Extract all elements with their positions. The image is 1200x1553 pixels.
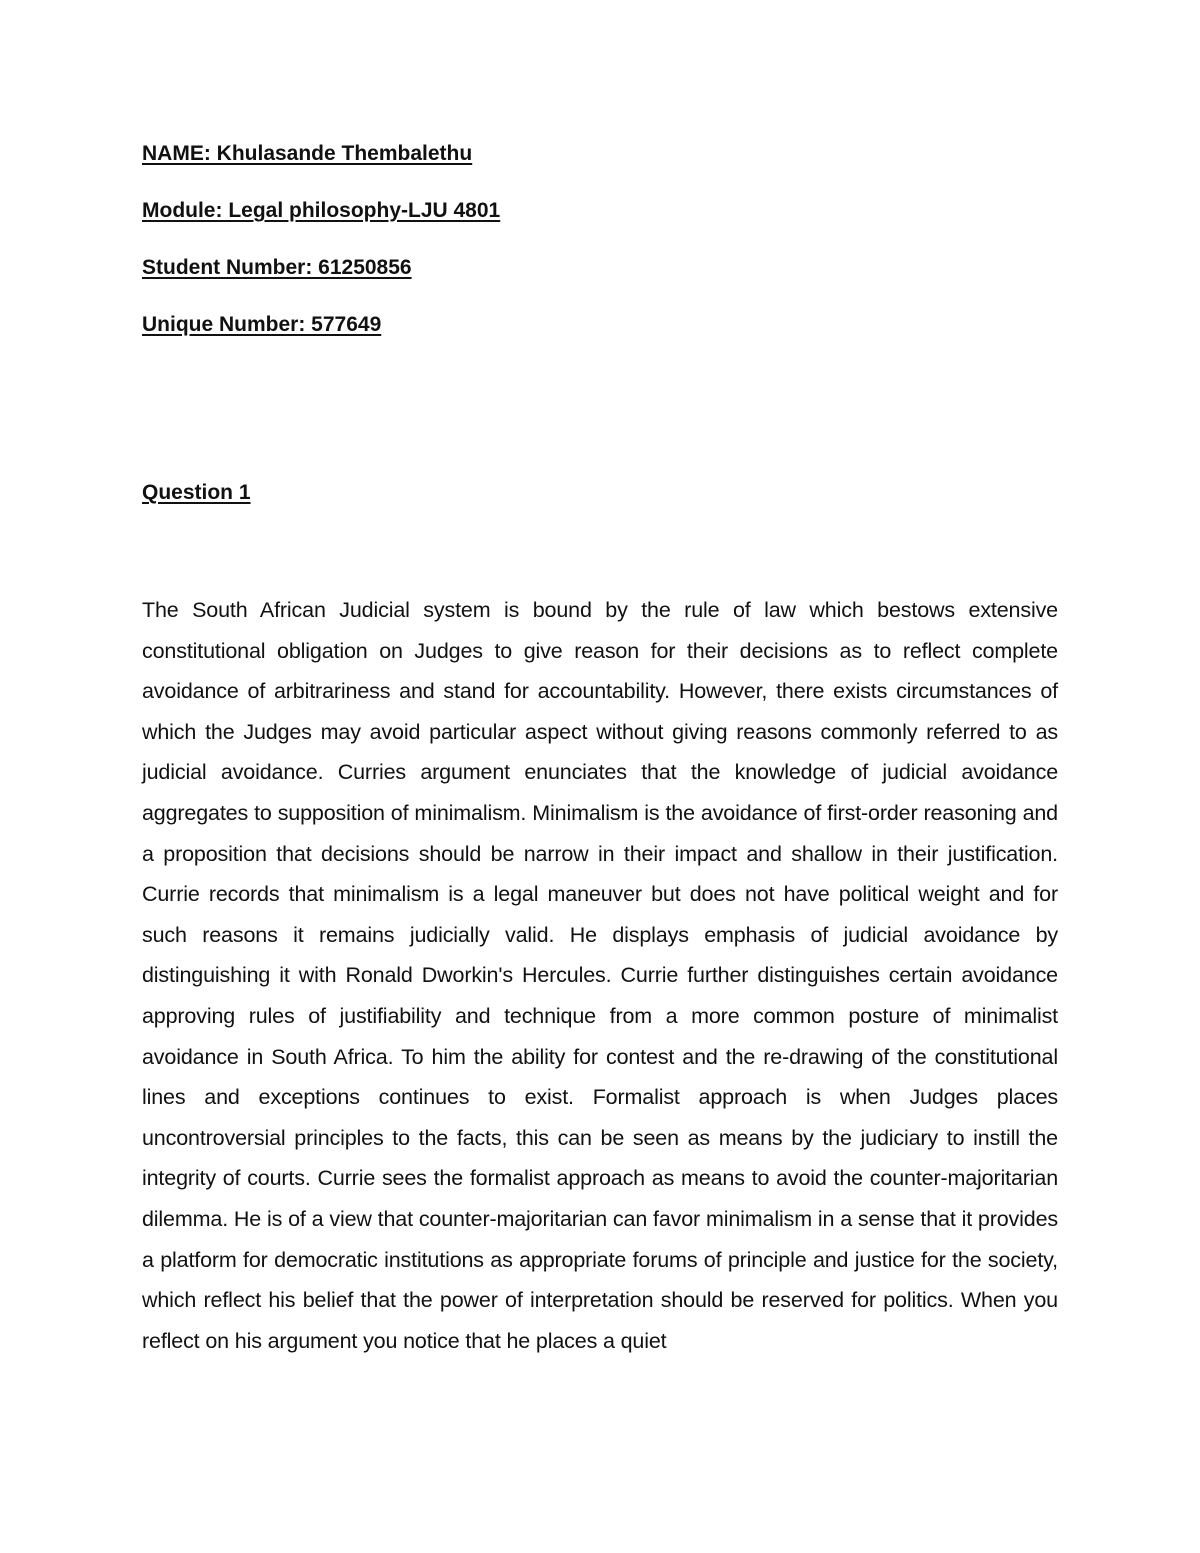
unique-number: Unique Number: 577649 [142, 313, 382, 336]
question-body-paragraph: The South African Judicial system is bound by the rule of law which bestows extensive constitutional obligation on Judges to give reason for their decisions as to reflect complete avoidance of arbitrariness and stand for accountability. However, there exists circumstances of which the Judges may avoid particular aspect without giving reasons commonly referred to as judicial avoidance. Curries argument enunciates that the knowledge of judicial avoidance aggregates to supposition of minimalism. Minimalism is the avoidance of first-order reasoning and a proposition that decisions should be narrow in their impact and shallow in their justification. Currie records that minimalism is a legal maneuver but does not have political weight and for such reasons it remains judicially valid. He displays emphasis of judicial avoidance by distinguishing it with Ronald Dworkin's Hercules. Currie further distinguishes certain avoidance approving rules of justifiability and technique from a more common posture of minimalist avoidance in South Africa. To him the ability for contest and the re-drawing of the constitutional lines and exceptions continues to exist. Formalist approach is when Judges places uncontroversial principles to the facts, this can be seen as means by the judiciary to instill the integrity of courts. Currie sees the formalist approach as means to avoid the counter-majoritarian dilemma. He is of a view that counter-majoritarian can favor minimalism in a sense that it provides a platform for democratic institutions as appropriate forums of principle and justice for the society, which reflect his belief that the power of interpretation should be reserved for politics. When you reflect on his argument you notice that he places a quiet [142, 598, 1058, 1353]
module-name: Module: Legal philosophy-LJU 4801 [142, 199, 501, 222]
student-number: Student Number: 61250856 [142, 256, 412, 279]
student-name: NAME: Khulasande Thembalethu [142, 142, 473, 165]
question-heading: Question 1 [142, 481, 251, 504]
student-details [142, 140, 1062, 368]
